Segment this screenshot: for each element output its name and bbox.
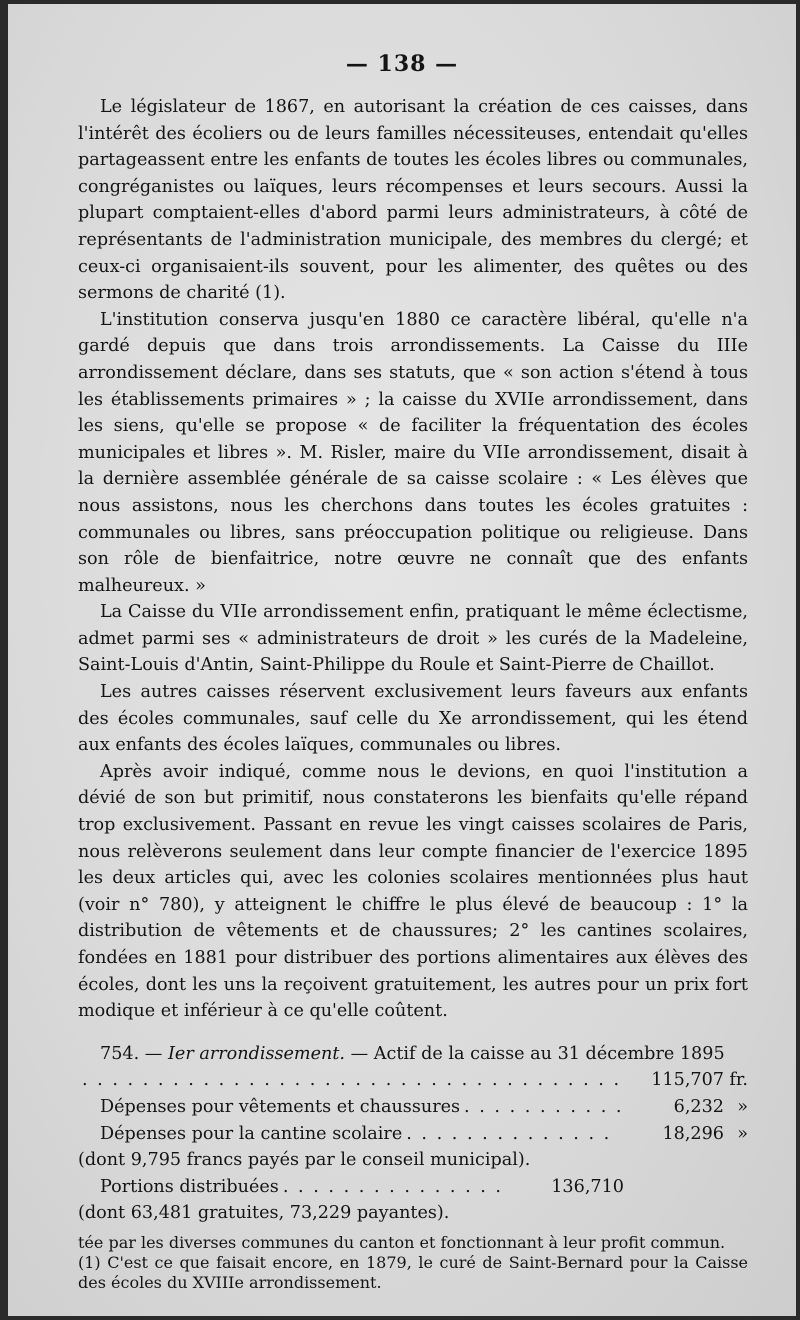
- footnotes: [78, 1233, 748, 1293]
- expense-unit: »: [737, 1096, 748, 1117]
- leader-dots: [464, 1094, 620, 1121]
- leader-dots: [406, 1121, 620, 1148]
- expense-value: 18,296: [662, 1123, 724, 1144]
- paragraph-4: Les autres caisses réservent exclusivement leurs faveurs aux enfants des écoles communales, sauf celle du Xe arrondissement, qui les étend aux enfants des écoles laïques, communales ou libres.: [78, 682, 748, 756]
- leader-dots: [82, 1067, 620, 1094]
- footnote-1: (1) C'est ce que faisait encore, en 1879, le curé de Saint-Bernard pour la Caisse des écoles du XVIIIe arrondissement.: [78, 1252, 748, 1292]
- page-body: [78, 94, 748, 1293]
- entry-number: 754. —: [100, 1043, 163, 1064]
- portions-label: Portions distribuées: [100, 1176, 279, 1197]
- leader-dots: [283, 1174, 500, 1201]
- expense-value: 6,232: [673, 1096, 724, 1117]
- paragraph-5: Après avoir indiqué, comme nous le devions, en quoi l'institution a dévié de son but primitif, nous constaterons les bienfaits qu'elle répand trop exclusivement. Passant en revue les vingt caisses scolaires de Paris, nous relèverons seulement dans leur compte financier de l'exercice 1895 les deux articles qui, avec les colonies scolaires mentionnées plus haut (voir n° 780), y atteignent le chiffre le plus élevé de beaucoup : 1° la distribution de vêtements et de chaussures; 2° les cantines scolaires, fondées en 1881 pour distribuer des portions alimentaires aux élèves des écoles, dont les uns la reçoivent gratuitement, les autres pour un prix fort modique et inférieur à ce qu'elle coûtent.: [78, 761, 748, 1022]
- page-number: — 138 —: [345, 51, 459, 77]
- paragraph-1: Le législateur de 1867, en autorisant la création de ces caisses, dans l'intérêt des écoliers ou de leurs familles nécessiteuses, entendait qu'elles partageassent entre les enfants de toutes les écoles libres ou communales, congréganistes ou laïques, leurs récompenses et leurs secours. Aussi la plupart comptaient-elles d'abord parmi leurs administrateurs, à côté de représentants de l'administration municipale, des membres du clergé; et ceux-ci organisaient-ils souvent, pour les alimenter, des quêtes ou des sermons de charité (1).: [78, 97, 748, 304]
- paragraph-3: La Caisse du VIIe arrondissement enfin, pratiquant le même éclectisme, admet parmi ses « administrateurs de droit » les curés de la Madeleine, Saint-Louis d'Antin, Saint-Philippe du Roule et Saint-Pierre de Chaillot.: [78, 602, 748, 676]
- actif-unit: fr.: [729, 1070, 748, 1091]
- book-page: [8, 4, 796, 1316]
- entry-heading: [78, 1041, 748, 1068]
- paragraph-2: L'institution conserva jusqu'en 1880 ce caractère libéral, qu'elle n'a gardé depuis que dans trois arrondissements. La Caisse du IIIe arrondissement déclare, dans ses statuts, que « son action s'étend à tous les établissements primaires » ; la caisse du XVIIe arrondissement, dans les siens, qu'elle se propose « de faciliter la fréquentation des écoles municipales et libres ». M. Risler, maire du VIIe arrondissement, disait à la dernière assemblée générale de sa caisse scolaire : « Les élèves que nous assistons, nous les cherchons dans toutes les écoles gratuites : communales ou libres, sans préoccupation politique ou religieuse. Dans son rôle de bienfaitrice, notre œuvre ne connaît que des enfants malheureux. »: [78, 309, 748, 596]
- note-cantine: (dont 9,795 francs payés par le conseil municipal).: [78, 1150, 531, 1171]
- entry-title: Ier arrondissement.: [167, 1043, 346, 1064]
- portions-value: 136,710: [551, 1176, 624, 1197]
- expense-row-vetements: [78, 1094, 748, 1121]
- actif-row: [78, 1067, 748, 1094]
- expense-label: Dépenses pour vêtements et chaussures: [100, 1096, 461, 1117]
- account-entry: [78, 1041, 748, 1227]
- portions-row: [78, 1174, 748, 1201]
- actif-value: 115,707: [651, 1070, 724, 1091]
- note-portions: (dont 63,481 gratuites, 73,229 payantes).: [78, 1203, 450, 1224]
- footnote-continuation: tée par les diverses communes du canton et fonctionnant à leur profit commun.: [78, 1232, 726, 1252]
- entry-intro: — Actif de la caisse au 31 décembre 1895: [350, 1043, 725, 1064]
- expense-label: Dépenses pour la cantine scolaire: [100, 1123, 403, 1144]
- expense-unit: »: [737, 1123, 748, 1144]
- expense-row-cantine: [78, 1121, 748, 1148]
